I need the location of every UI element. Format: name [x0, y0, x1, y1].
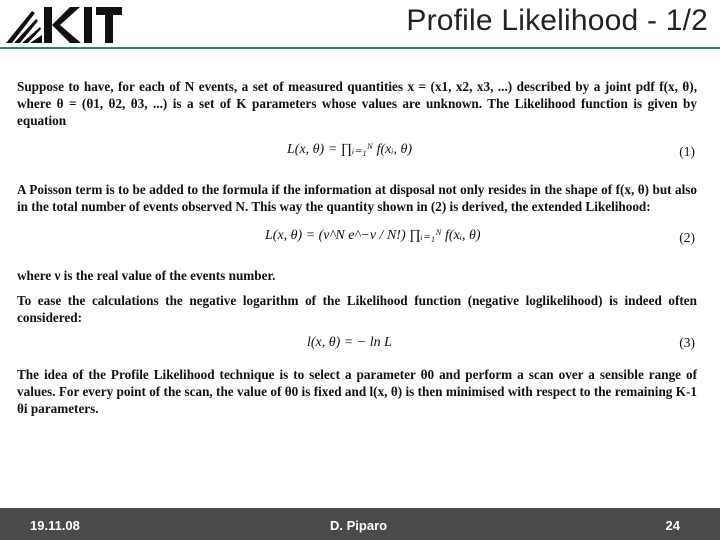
paragraph-2: A Poisson term is to be added to the formula if the information at disposal not only resides in the shape of f(x, θ) but also in the total number of events observed N. This way the quantity shown in (2) is derived, the extended Likelihood: [17, 182, 697, 214]
header-rule [0, 47, 720, 49]
paragraph-5: The idea of the Profile Likelihood technique is to select a parameter θ0 and perform a scan over a sensible range of values. For every point of the scan, the value of θ0 is fixed and l(x, θ) is then minimised with respect to the remaining K-1 θi parameters. [17, 367, 697, 416]
slide-title: Profile Likelihood - 1/2 [406, 4, 708, 37]
slide-footer [0, 508, 720, 540]
equation-2-body: L(x, θ) = (ν^N e^−ν / N!) ∏ᵢ₌₁ᴺ f(xᵢ, θ) [265, 228, 481, 243]
footer-author: D. Piparo [330, 518, 388, 533]
paragraph-4: To ease the calculations the negative logarithm of the Likelihood function (negative loglikelihood) is indeed often considered: [17, 293, 697, 325]
kit-logo [4, 3, 124, 47]
equation-1-body: L(x, θ) = ∏ᵢ₌₁ᴺ f(xᵢ, θ) [287, 142, 413, 157]
footer-page-number: 24 [665, 518, 680, 533]
slide-body [17, 78, 697, 417]
slide-header [0, 0, 720, 50]
equation-2 [17, 217, 697, 261]
paragraph-1: Suppose to have, for each of N events, a set of measured quantities x = (x1, x2, x3, ...) described by a joint pdf f(x, θ), where θ = (θ1, θ2, θ3, ...) is a set of K parameters whose values are unknown. The Likelihood function is given by equation [17, 79, 697, 128]
footer-date: 19.11.08 [30, 518, 80, 533]
paragraph-3: where ν is the real value of the events number. [17, 268, 276, 283]
equation-3-body: l(x, θ) = − ln L [307, 335, 392, 350]
equation-2-number: (2) [679, 230, 695, 245]
equation-3 [17, 328, 697, 360]
kit-logo-text: KIT [4, 3, 6, 4]
equation-1 [17, 131, 697, 175]
equation-1-number: (1) [679, 144, 695, 159]
equation-3-number: (3) [679, 335, 695, 350]
